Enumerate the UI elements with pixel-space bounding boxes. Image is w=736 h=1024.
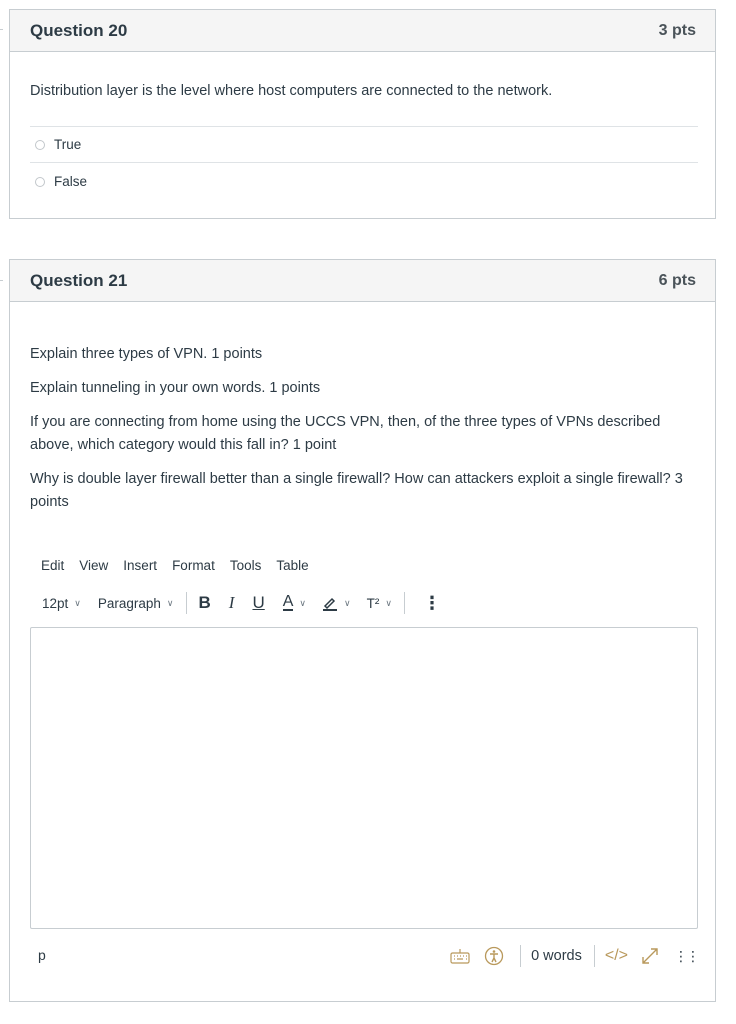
question-header: [10, 10, 715, 52]
accessibility-icon[interactable]: [484, 946, 504, 966]
keyboard-icon[interactable]: [450, 948, 470, 964]
chevron-down-icon: ∨: [385, 597, 392, 608]
editor-content[interactable]: [31, 628, 697, 644]
more-options-button[interactable]: ⋮: [422, 592, 441, 613]
question-title: Question 21: [30, 270, 128, 290]
block-format-value: Paragraph: [97, 595, 161, 611]
editor-menubar: [41, 558, 324, 573]
text-color-icon: A: [282, 593, 294, 610]
highlight-color-button[interactable]: [322, 595, 351, 611]
menu-format[interactable]: Format: [172, 558, 215, 573]
radio-button[interactable]: [35, 140, 45, 150]
font-size-value: 12pt: [42, 595, 69, 611]
question-points: 6 pts: [658, 271, 696, 289]
editor-toolbar: [42, 591, 441, 615]
menu-table[interactable]: Table: [276, 558, 309, 573]
chevron-down-icon: ∨: [299, 597, 307, 608]
drag-handle-icon[interactable]: ⋮⋮: [674, 947, 698, 964]
chevron-down-icon: ∨: [344, 597, 351, 608]
question-prompt: Distribution layer is the level where host computers are connected to the network.: [30, 83, 553, 99]
question-paragraph: If you are connecting from home using the UCCS VPN, then, of the three types of VPNs described above, which category would this fall in? 1 point: [30, 414, 661, 453]
question-points: 3 pts: [658, 21, 696, 39]
toolbar-separator: [404, 592, 405, 614]
html-editor-icon[interactable]: </>: [604, 947, 628, 964]
word-count[interactable]: 0 words: [531, 948, 582, 964]
question-title: Question 20: [30, 20, 128, 40]
font-size-dropdown[interactable]: [42, 596, 81, 611]
divider: [30, 126, 698, 127]
toolbar-separator: [186, 592, 187, 614]
menu-tools[interactable]: Tools: [229, 558, 262, 573]
underline-button[interactable]: U: [252, 593, 265, 612]
answer-option-true[interactable]: [30, 137, 81, 152]
menu-edit[interactable]: Edit: [41, 558, 65, 573]
text-color-button[interactable]: [283, 595, 306, 611]
editor-statusbar: [30, 942, 698, 970]
status-separator: [520, 945, 521, 967]
answer-label: True: [54, 137, 82, 152]
question-21-card: [9, 259, 716, 1002]
highlighter-icon: [322, 595, 338, 611]
italic-button[interactable]: I: [228, 593, 235, 612]
block-format-dropdown[interactable]: [98, 596, 174, 611]
answer-option-false[interactable]: [30, 174, 87, 189]
superscript-icon: T²: [366, 595, 380, 611]
element-path[interactable]: p: [38, 947, 46, 963]
chevron-down-icon: ∨: [74, 597, 81, 608]
chevron-down-icon: ∨: [166, 597, 174, 608]
question-20-card: [9, 9, 716, 219]
question-header: [10, 260, 715, 302]
radio-button[interactable]: [35, 177, 45, 187]
bold-button[interactable]: B: [198, 593, 211, 612]
superscript-button[interactable]: [367, 596, 392, 611]
answer-label: False: [54, 174, 88, 189]
rich-text-editor-area[interactable]: [30, 627, 698, 929]
menu-insert[interactable]: Insert: [123, 558, 158, 573]
fullscreen-icon[interactable]: [640, 946, 660, 966]
question-paragraph: Why is double layer firewall better than a single firewall? How can attackers exploit a single firewall? 3 points: [30, 471, 683, 510]
question-paragraph: Explain tunneling in your own words. 1 points: [30, 380, 321, 396]
question-paragraph: Explain three types of VPN. 1 points: [30, 346, 263, 362]
divider: [30, 162, 698, 163]
menu-view[interactable]: View: [79, 558, 109, 573]
status-separator: [594, 945, 595, 967]
